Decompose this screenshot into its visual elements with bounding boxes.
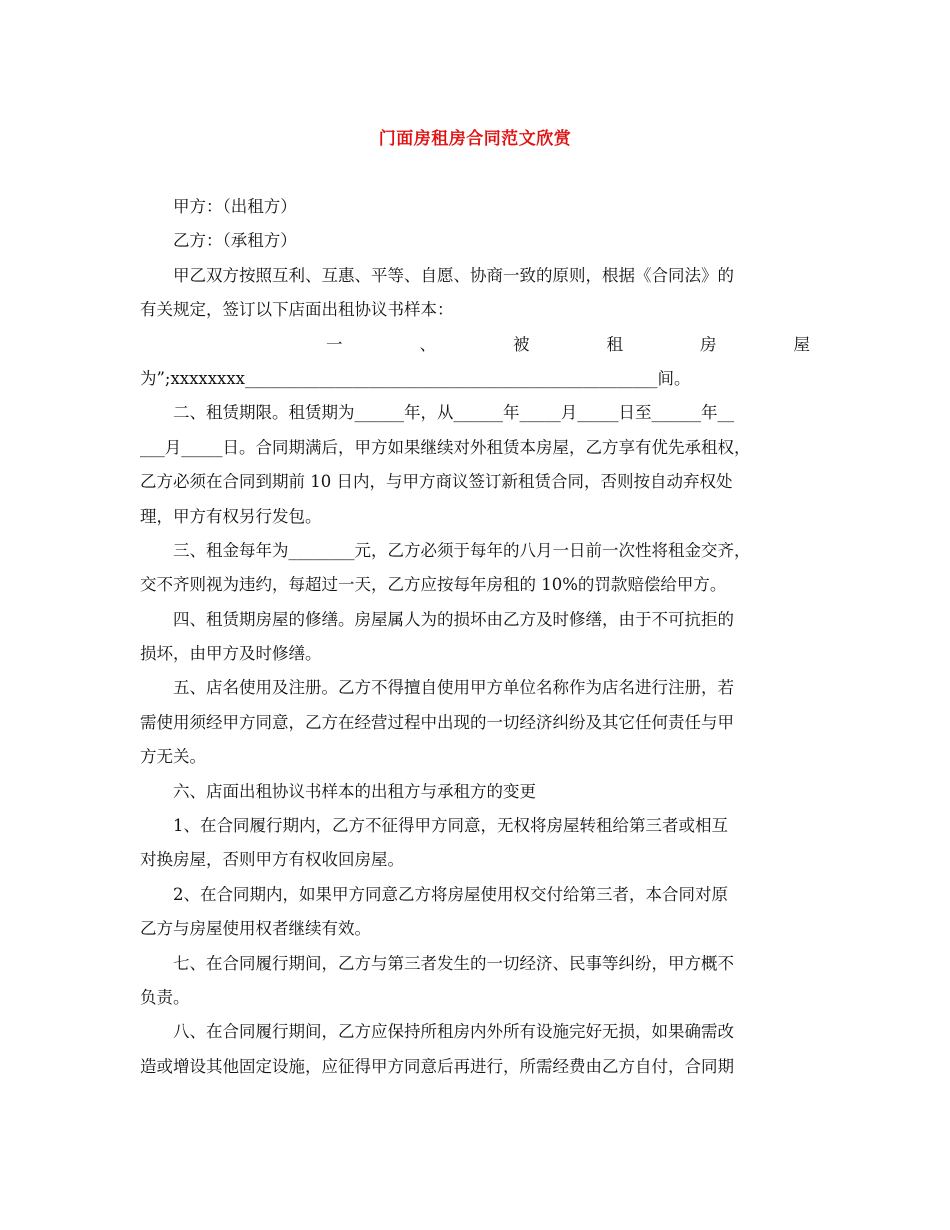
spaced-char: 屋 (793, 334, 810, 354)
subclause-1-line: 1、在合同履行期内，乙方不征得甲方同意，无权将房屋转租给第三者或相互 (173, 816, 728, 836)
spaced-char: 、 (419, 334, 436, 354)
paragraph-line: 乙方必须在合同到期前 10 日内，与甲方商议签订新租赁合同，否则按自动弃权处 (140, 472, 733, 492)
document-title: 门面房租房合同范文欣赏 (378, 129, 572, 149)
paragraph-line: 需使用须经甲方同意，乙方在经营过程中出现的一切经济纠纷及其它任何责任与甲 (140, 712, 734, 732)
paragraph-line: 有关规定，签订以下店面出租协议书样本： (140, 300, 454, 320)
party-a-line: 甲方：（出租方） (173, 197, 297, 216)
paragraph-line: 理，甲方有权另行发包。 (140, 506, 322, 526)
clause-3-line: 三、租金每年为________元，乙方必须于每年的八月一日前一次性将租金交齐， (173, 540, 751, 560)
clause-8-line: 八、在合同履行期间，乙方应保持所租房内外所有设施完好无损，如果确需改 (173, 1022, 734, 1042)
clause-4-line: 四、租赁期房屋的修缮。房屋属人为的损坏由乙方及时修缮，由于不可抗拒的 (173, 609, 734, 629)
clause-7-line: 七、在合同履行期间，乙方与第三者发生的一切经济、民事等纠纷，甲方概不 (173, 953, 734, 973)
spaced-char: 房 (700, 334, 717, 354)
clause-5-line: 五、店名使用及注册。乙方不得擅自使用甲方单位名称作为店名进行注册，若 (173, 678, 734, 698)
party-b-line: 乙方：（承租方） (173, 231, 297, 251)
paragraph-line: 为”;xxxxxxxx__________________________________________________间。 (140, 368, 691, 388)
paragraph-line: 交不齐则视为违约，每超过一天，乙方应按每年房租的 10%的罚款赔偿给甲方。 (140, 575, 727, 595)
spaced-heading-line (140, 328, 812, 362)
spaced-char: 一 (326, 334, 343, 354)
clause-6-line: 六、店面出租协议书样本的出租方与承租方的变更 (173, 781, 536, 801)
spaced-char: 租 (606, 334, 623, 354)
paragraph-line: 造或增设其他固定设施，应征得甲方同意后再进行，所需经费由乙方自付，合同期 (140, 1056, 734, 1076)
paragraph-line: ___月_____日。合同期满后，甲方如果继续对外租赁本房屋，乙方享有优先承租权， (140, 437, 751, 457)
spaced-char: 被 (513, 334, 530, 354)
clause-2-line: 二、租赁期限。租赁期为______年，从______年_____月_____日至______年__ (173, 403, 734, 423)
subclause-2-line: 2、在合同期内，如果甲方同意乙方将房屋使用权交付给第三者，本合同对原 (173, 884, 728, 904)
document-body (140, 190, 812, 1084)
paragraph-line: 损坏，由甲方及时修缮。 (140, 644, 322, 664)
paragraph-line: 方无关。 (140, 747, 206, 767)
paragraph-line: 甲乙双方按照互利、互惠、平等、自愿、协商一致的原则，根据《合同法》的 (173, 265, 734, 285)
paragraph-line: 负责。 (140, 987, 190, 1007)
paragraph-line: 对换房屋，否则甲方有权收回房屋。 (140, 850, 404, 870)
paragraph-line: 乙方与房屋使用权者继续有效。 (140, 919, 371, 939)
